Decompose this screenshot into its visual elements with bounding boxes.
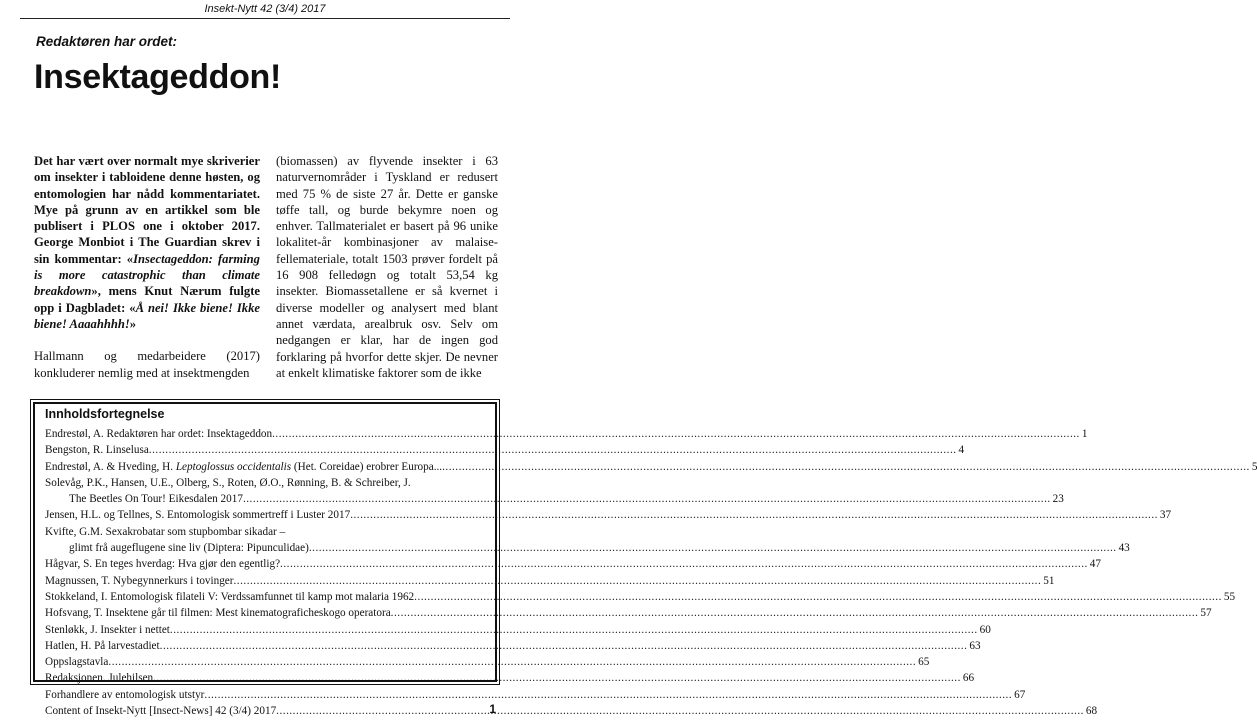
toc-entry[interactable]: Solevåg, P.K., Hansen, U.E., Olberg, S., Roten, Ø.O., Rønning, B. & Schreiber, J. <box>45 476 411 489</box>
toc-entry[interactable]: Hågvar, S. En teges hverdag: Hva gjør den egentlig? ..... 47 <box>45 556 487 572</box>
lead-text-3: » <box>129 316 137 331</box>
running-header <box>0 0 530 18</box>
toc-entry[interactable]: Forhandlere av entomologisk utstyr ..... 67 <box>45 687 487 703</box>
lead-text-2: », mens Knut Nærum fulgte opp i Dagbladet: « <box>34 284 260 315</box>
toc-entry[interactable]: Magnussen, T. Nybegynnerkurs i tovinger ..... 51 <box>45 573 487 589</box>
lead-quote-2: Å nei! Ikke biene! Ikke biene! Aaaahhhh! <box>34 300 260 331</box>
toc-entry[interactable]: Redaksjonen. Julehilsen ..... 66 <box>45 670 487 686</box>
toc-entry[interactable]: Endrestøl, A. & Hveding, H. Leptoglossus occidentalis (Het. Coreidae) erobrer Europa... ..... 5 <box>45 459 487 475</box>
toc-entry[interactable]: Kvifte, G.M. Sexakrobatar som stupbombar sikadar – <box>45 525 286 538</box>
body-paragraph: Hallmann og medarbeidere (2017) konkluderer nemlig med at insektmengden <box>34 349 260 380</box>
right-column: (biomassen) av flyvende insekter i 63 naturvernområder i Tyskland er redusert med 75 % de siste 27 år. Dette er ganske tøffe tall, og burde bekymre noen og enhver. Tallmaterialet er basert på 96 unike lokalitet-år kombinasjoner av malaise-fellemateriale, totalt 1503 prøver fordelt på 16 908 felledøgn og totalt 53,54 kg insekter. Biomassetallene er så kvernet i diverse modeller og analysert med blant annet værdata, arealbruk osv. Selv om nedgangen er klar, har de ingen god forklaring på hvorfor dette skjer. De nevner at enkelt klimatiske faktorer som de ikke <box>276 154 498 380</box>
toc-entry[interactable]: Bengston, R. Linselusa ..... 4 <box>45 442 487 458</box>
left-column <box>34 153 260 381</box>
lead-text-1: Det har vært over normalt mye skriverier om insekter i tabloidene denne høsten, og entomologien har nådd kommentariatet. Mye på grunn av en artikkel som ble publisert i PLOS one i oktober 2017. George Monbiot i The Guardian skrev i sin kommentar: « <box>34 154 260 266</box>
toc-entry[interactable]: Stokkeland, I. Entomologisk filateli V: Verdssamfunnet til kamp mot malaria 1962 ..... 55 <box>45 589 487 605</box>
table-of-contents <box>33 402 1257 718</box>
toc-entry[interactable]: Hatlen, H. På larvestadiet ..... 63 <box>45 638 487 654</box>
toc-entry[interactable]: Content of Insekt-Nytt [Insect-News] 42 (3/4) 2017 ..... 68 <box>45 703 487 719</box>
toc-entry[interactable]: Hofsvang, T. Insektene går til filmen: Mest kinematograficheskogo operatora ..... 57 <box>45 605 487 621</box>
toc-entry[interactable]: Jensen, H.L. og Tellnes, S. Entomologisk sommertreff i Luster 2017 ..... 37 <box>45 507 487 523</box>
header-rule <box>20 18 510 19</box>
toc-entry[interactable]: glimt frå augeflugene sine liv (Diptera: Pipunculidae) ..... 43 <box>45 540 487 556</box>
toc-list <box>45 426 1257 719</box>
toc-title: Innholdsfortegnelse <box>45 407 165 421</box>
lead-quote-1: Insectageddon: farming is more catastrophic than climate breakdown <box>34 251 260 299</box>
toc-entry[interactable]: Oppslagstavla ..... 65 <box>45 654 487 670</box>
section-label: Redaktøren har ordet: <box>36 34 178 49</box>
page-number: 1 <box>489 702 496 716</box>
toc-entry[interactable]: The Beetles On Tour! Eikesdalen 2017 ..... 23 <box>45 491 487 507</box>
lead-paragraph <box>34 153 260 332</box>
article-title: Insektageddon! <box>34 58 282 96</box>
toc-entry[interactable]: Endrestøl, A. Redaktøren har ordet: Insektageddon ..... 1 <box>45 426 487 442</box>
journal-header-title: Insekt-Nytt 42 (3/4) 2017 <box>204 3 326 15</box>
toc-entry[interactable]: Stenløkk, J. Insekter i nettet ..... 60 <box>45 622 487 638</box>
